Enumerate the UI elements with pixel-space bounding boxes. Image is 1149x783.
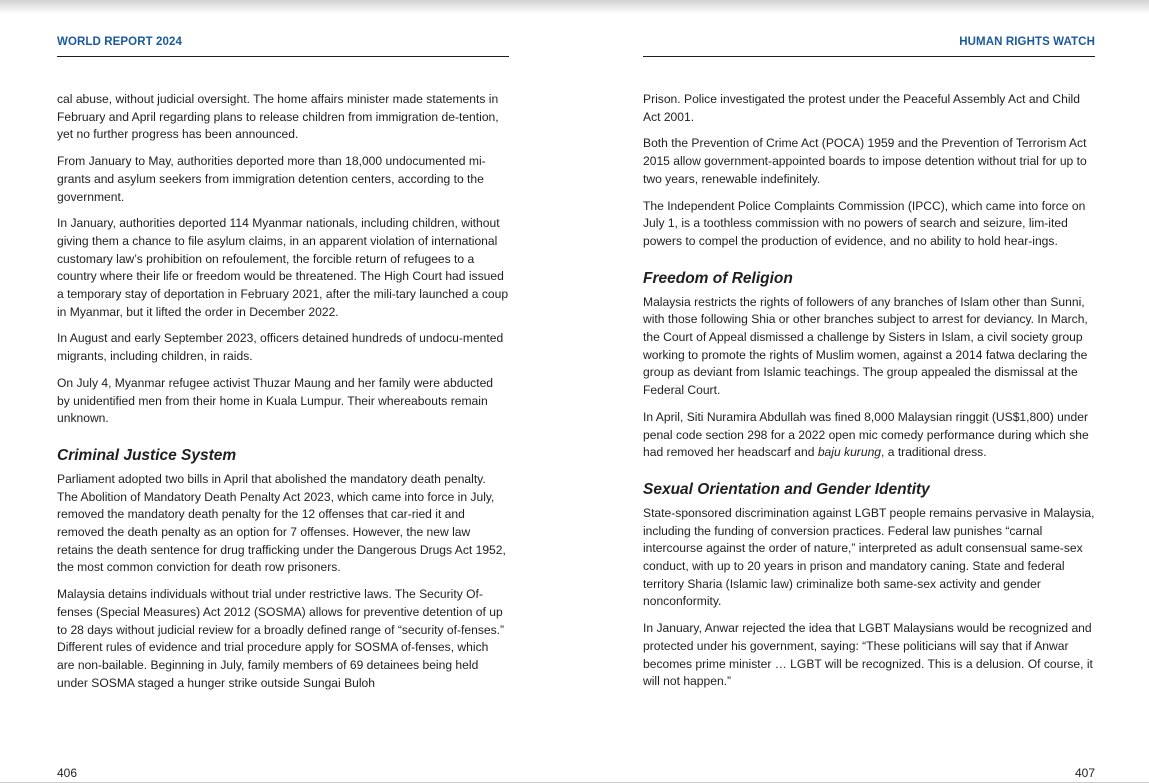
running-header-left: WORLD REPORT 2024 — [57, 35, 509, 57]
paragraph — [643, 409, 1095, 462]
text-run: , a traditional dress. — [881, 445, 987, 460]
paragraph: Parliament adopted two bills in April that abolished the mandatory death penalty. The Abolition of Mandatory Death Penalty Act 2023, which came into force in July, removed the mandatory death penalty for the 12 offenses that car-ried it and removed the death penalty as an option for 7 offenses. However, the new law retains the death sentence for drug trafficking under the Dangerous Drugs Act 1952, the most common conviction for death row prisoners. — [57, 471, 506, 575]
paragraph: From January to May, authorities deported more than 18,000 undocumented mi-grants and asylum seekers from immigration detention centers, according to the government. — [57, 154, 486, 204]
page-number-left: 406 — [57, 766, 78, 780]
running-header-right: HUMAN RIGHTS WATCH — [643, 35, 1095, 57]
paragraph: Prison. Police investigated the protest under the Peaceful Assembly Act and Child Act 2001. — [643, 92, 1080, 124]
right-page — [643, 0, 1095, 783]
paragraph: On July 4, Myanmar refugee activist Thuzar Maung and her family were abducted by unidentified men from their home in Kuala Lumpur. Their whereabouts remain unknown. — [57, 375, 494, 426]
section-heading-criminal-justice: Criminal Justice System — [57, 446, 237, 464]
paragraph: Malaysia detains individuals without trial under restrictive laws. The Security Of-fenses (Special Measures) Act 2012 (SOSMA) allows for preventive detention of up to 28 days without judicial review for a broadly defined range of “security of-fenses.” Different rules of evidence and trial procedure apply for SOSMA of-fenses, which are non-bailable. Beginning in July, family members of 69 detainees being held under SOSMA staged a hunger strike outside Sungai Buloh — [57, 587, 505, 690]
paragraph: In January, authorities deported 114 Myanmar nationals, including children, without giving them a chance to file asylum claims, in an apparent violation of international customary law’s prohibition on refoulement, the forcible return of refugees to a country where their life or freedom would be threatened. The High Court had issued a temporary stay of deportation in February 2021, after the mili-tary launched a coup in Myanmar, but it lifted the order in December 2022. — [57, 216, 509, 319]
right-page-content — [643, 91, 1095, 700]
left-page-content — [57, 91, 509, 701]
paragraph: Malaysia restricts the rights of followers of any branches of Islam other than Sunni, with those following Shia or other branches subject to arrest for deviancy. In March, the Court of Appeal dismissed a challenge by Sisters in Islam, a civil society group working to promote the rights of Muslim women, against a 2014 fatwa declaring the group as deviant from Islamic teachings. The group appealed the dismissal at the Federal Court. — [643, 294, 1088, 398]
text-run: In April, Siti Nuramira Abdullah was fined 8,000 Malaysian ringgit (US$1,800) under penal code section 298 for a 2022 open mic comedy performance during which she had removed her headscarf and — [643, 409, 1089, 460]
paragraph: The Independent Police Complaints Commission (IPCC), which came into force on July 1, is a toothless commission with no powers of search and seizure, lim-ited powers to compel the production of evidence, and no ability to hold hear-ings. — [643, 198, 1086, 248]
section-heading-freedom-of-religion: Freedom of Religion — [643, 269, 793, 287]
left-page — [57, 0, 509, 783]
paragraph: State-sponsored discrimination against LGBT people remains pervasive in Malaysia, including the funding of conversion practices. Federal law punishes “carnal intercourse against the order of nature,” interpreted as adult consensual same-sex conduct, with up to 20 years in prison and mandatory caning. State and federal territory Sharia (Islamic law) criminalize both same-sex activity and gender nonconformity. — [643, 505, 1095, 609]
paragraph: cal abuse, without judicial oversight. The home affairs minister made statements in February and April regarding plans to release children from immigration de-tention, yet no further progress has been announced. — [57, 92, 499, 142]
page-number-right: 407 — [1074, 766, 1095, 780]
paragraph: In January, Anwar rejected the idea that LGBT Malaysians would be recognized and protected under his government, saying: “These politicians will say that if Anwar becomes prime minister … LGBT will be recognized. This is a delusion. Of course, it will not happen.” — [643, 621, 1093, 689]
paragraph: Both the Prevention of Crime Act (POCA) 1959 and the Prevention of Terrorism Act 2015 allow government-appointed boards to impose detention without trial for up to two years, renewable indefinitely. — [643, 136, 1087, 186]
section-heading-sexual-orientation: Sexual Orientation and Gender Identity — [643, 480, 930, 498]
italic-term: baju kurung — [817, 445, 882, 460]
paragraph: In August and early September 2023, officers detained hundreds of undocu-mented migrants, including children, in raids. — [57, 331, 504, 364]
